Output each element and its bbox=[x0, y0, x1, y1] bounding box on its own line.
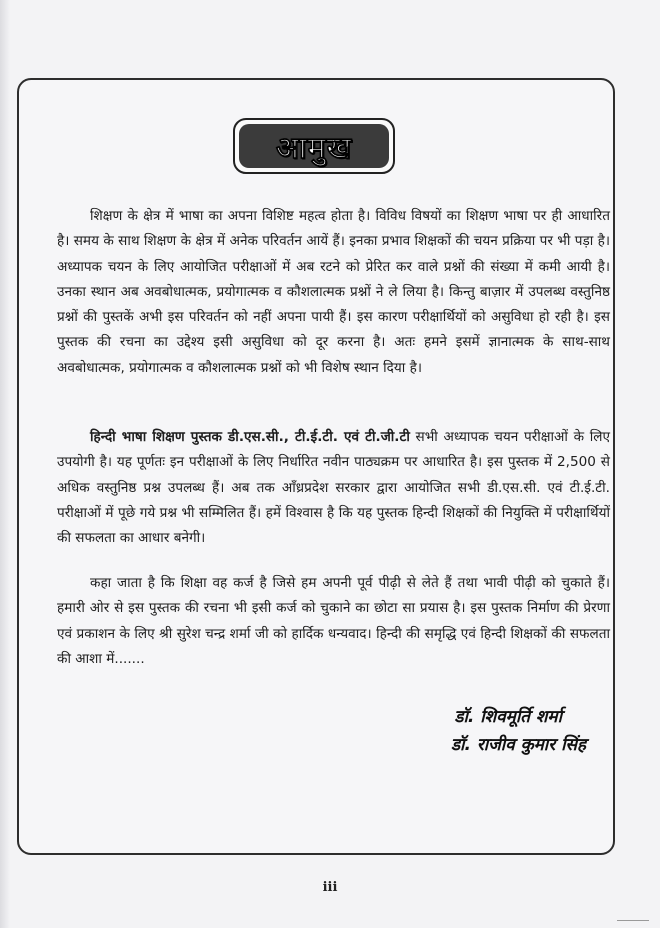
paragraph-text: सभी अध्यापक चयन परीक्षाओं के लिए उपयोगी है। यह पूर्णतः इन परीक्षाओं के लिए निर्धारित नवीन पाठ्यक्रम पर आधारित है। इस पुस्तक में 2,500 से अधिक वस्तुनिष्ठ प्रश्न उपलब्ध हैं। अब तक आँध्रप्रदेश सरकार द्वारा आयोजित सभी डी.एस.सी. एवं टी.ई.टी. परीक्षाओं में पूछे गये प्रश्न भी सम्मिलित हैं। हमें विश्वास है कि यह पुस्तक हिन्दी शिक्षकों की नियुक्ति में परीक्षार्थियों की सफलता का आधार बनेगी। bbox=[57, 429, 610, 547]
page-title: आमुख bbox=[239, 124, 389, 168]
title-badge bbox=[233, 118, 395, 174]
author-name-1: डॉ. शिवमूर्ति शर्मा bbox=[454, 707, 562, 727]
preface-paragraph-2 bbox=[57, 425, 610, 551]
preface-paragraph-1 bbox=[57, 204, 610, 381]
paragraph-lead: हिन्दी भाषा शिक्षण पुस्तक डी.एस.सी., टी.ई.टी. एवं टी.जी.टी bbox=[90, 429, 410, 445]
paragraph-text: शिक्षण के क्षेत्र में भाषा का अपना विशिष्ट महत्व होता है। विविध विषयों का शिक्षण भाषा पर ही आधारित है। समय के साथ शिक्षण के क्षेत्र में अनेक परिवर्तन आयें हैं। इनका प्रभाव शिक्षकों की चयन प्रक्रिया पर भी पड़ा है। अध्यापक चयन के लिए आयोजित परीक्षाओं में अब रटने को प्रेरित कर वाले प्रश्नों की संख्या में कमी आयी है। उनका स्थान अब अवबोधात्मक, प्रयोगात्मक व कौशलात्मक प्रश्नों ने ले लिया है। किन्तु बाज़ार में उपलब्ध वस्तुनिष्ठ प्रश्नों की पुस्तकें अभी इस परिवर्तन को नहीं अपना पायी हैं। इस कारण परीक्षार्थियों को असुविधा हो रही है। इस पुस्तक की रचना का उद्देश्य इसी असुविधा को दूर करना है। अतः हमने इसमें ज्ञानात्मक के साथ-साथ अवबोधात्मक, प्रयोगात्मक व कौशलात्मक प्रश्नों को भी विशेष स्थान दिया है। bbox=[57, 208, 610, 376]
scan-mark bbox=[617, 920, 649, 921]
author-signatures bbox=[451, 703, 586, 759]
author-name-2: डॉ. राजीव कुमार सिंह bbox=[450, 735, 586, 755]
page-edge-shadow bbox=[0, 0, 10, 928]
paragraph-text: कहा जाता है कि शिक्षा वह कर्ज है जिसे हम अपनी पूर्व पीढ़ी से लेते हैं तथा भावी पीढ़ी को चुकाते हैं। हमारी ओर से इस पुस्तक की रचना भी इसी कर्ज को चुकाने का छोटा सा प्रयास है। इस पुस्तक निर्माण की प्रेरणा एवं प्रकाशन के लिए श्री सुरेश चन्द्र शर्मा जी को हार्दिक धन्यवाद। हिन्दी की समृद्धि एवं हिन्दी शिक्षकों की सफलता की आशा में....... bbox=[57, 575, 610, 667]
page-number: iii bbox=[322, 880, 338, 895]
preface-paragraph-3 bbox=[57, 571, 610, 672]
